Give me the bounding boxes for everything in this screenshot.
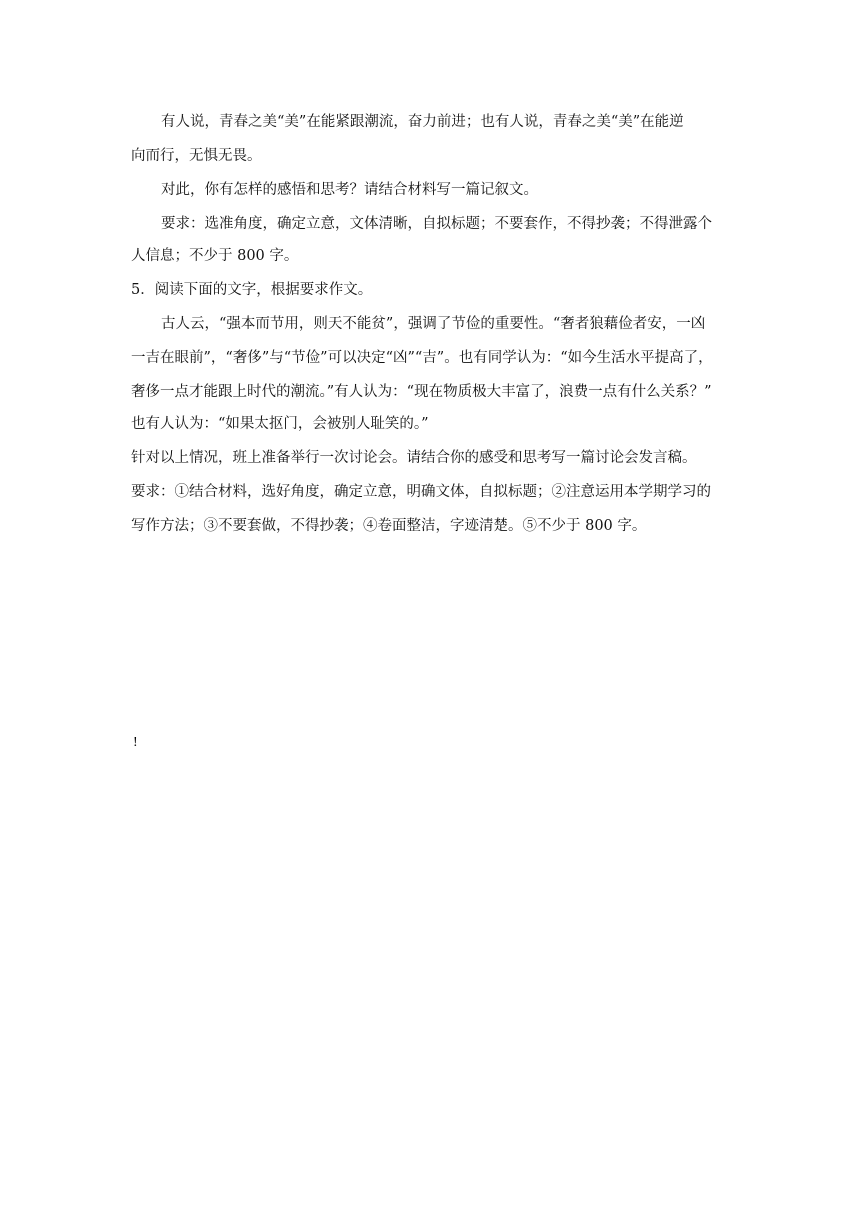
material-line-3: 奢侈一点才能跟上时代的潮流。”有人认为：“现在物质极大丰富了，浪费一点有什么关系？” xyxy=(131,384,712,400)
paragraph-1-line-2: 向而行，无惧无畏。 xyxy=(131,148,262,164)
material-line-1: 古人云，“强本而节用，则天不能贫”，强调了节俭的重要性。“奢者狼藉俭者安，一凶 xyxy=(161,316,706,332)
requirement-2-line-1: 要求：①结合材料，选好角度，确定立意，明确文体，自拟标题；②注意运用本学期学习的 xyxy=(131,484,711,500)
requirement-1-line-2: 人信息；不少于 800 字。 xyxy=(131,248,299,264)
stray-exclamation-mark: ! xyxy=(133,735,138,750)
requirement-1-line-1: 要求：选准角度，确定立意，文体清晰，自拟标题；不要套作，不得抄袭；不得泄露个 xyxy=(161,216,712,232)
paragraph-2-line-1: 对此，你有怎样的感悟和思考？请结合材料写一篇记叙文。 xyxy=(161,182,538,198)
task-description: 针对以上情况，班上准备举行一次讨论会。请结合你的感受和思考写一篇讨论会发言稿。 xyxy=(131,450,697,466)
material-line-4: 也有人认为：“如果太抠门，会被别人耻笑的。” xyxy=(131,416,429,432)
paragraph-1-line-1: 有人说，青春之美“美”在能紧跟潮流，奋力前进；也有人说，青春之美“美”在能逆 xyxy=(161,114,684,130)
material-line-2: 一吉在眼前”，“奢侈”与“节俭”可以决定“凶”“吉”。也有同学认为：“如今生活水平提高了， xyxy=(131,350,713,366)
requirement-2-line-2: 写作方法；③不要套做，不得抄袭；④卷面整洁，字迹清楚。⑤不少于 800 字。 xyxy=(131,518,647,534)
question-5-heading: 5．阅读下面的文字，根据要求作文。 xyxy=(131,282,373,298)
